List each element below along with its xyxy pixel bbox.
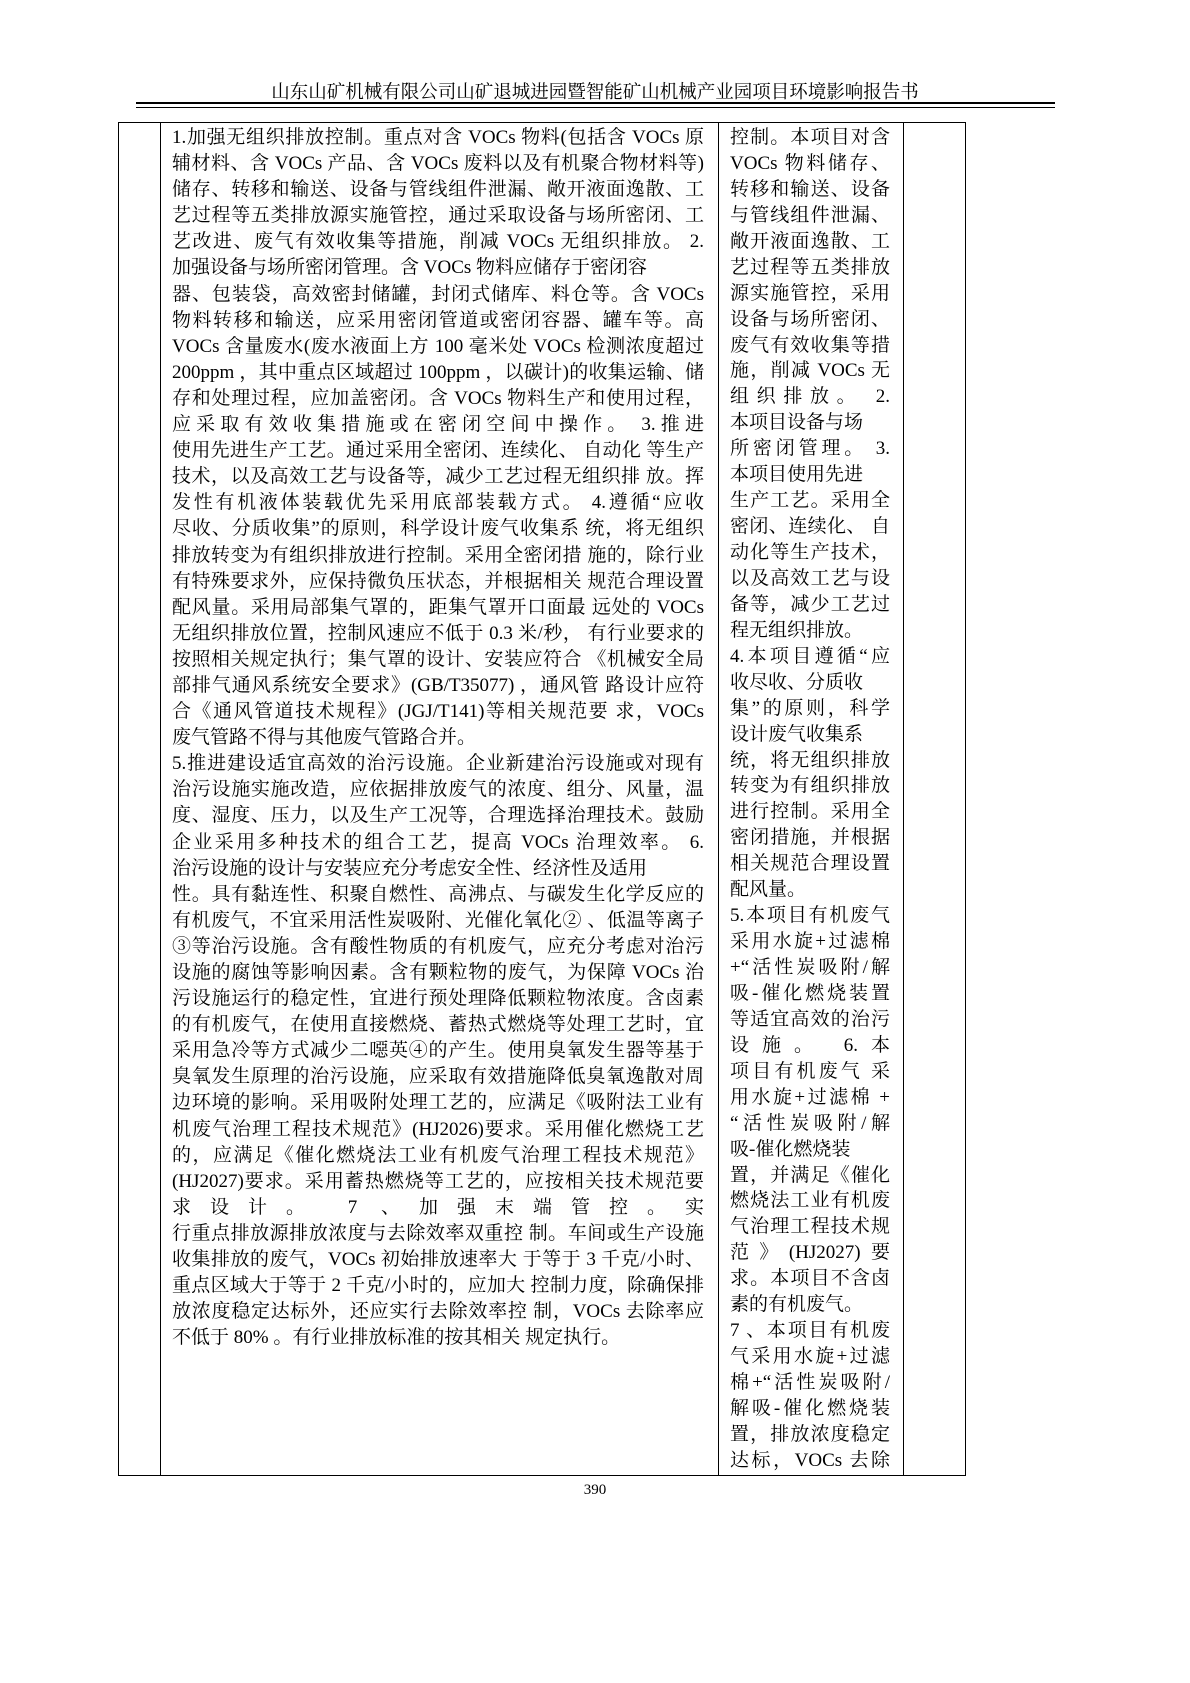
requirement-line: 艺过程等五类排放源实施管控，通过采取设备与场所密闭、工 [172,205,704,227]
response-line: 吸-催化燃烧装置 [730,982,890,1004]
requirement-line: 200ppm ，其中重点区域超过 100ppm ，以碳计)的收集运输、储 [172,361,704,383]
response-line: 生产工艺。采用全 [730,490,890,512]
response-line: 4.本项目遵循“应 [730,645,890,667]
requirement-line: 的有机废气，在使用直接燃烧、蓄热式燃烧等处理工艺时，宜 [172,1014,704,1036]
response-line: 用水旋+过滤棉 + [730,1086,890,1108]
requirement-line: 有机废气，不宜采用活性炭吸附、光催化氧化② 、低温等离子 [172,909,704,931]
response-line: 转变为有组织排放 [730,775,890,797]
requirement-line: 废气管路不得与其他废气管路合并。 [172,727,477,749]
response-line: 程无组织排放。 [730,619,864,641]
response-cell [719,123,904,1475]
requirement-line: 放浓度稳定达标外，还应实行去除效率控 制，VOCs 去除率应 [172,1301,704,1323]
response-line: 7 、本项目有机废 [730,1320,890,1342]
response-line: 求。本项目不含卤 [730,1268,890,1290]
response-line: 素的有机废气。 [730,1294,864,1316]
requirement-line: 不低于 80% 。有行业排放标准的按其相关 规定执行。 [172,1327,621,1349]
requirement-line: VOCs 含量废水(废水液面上方 100 毫米处 VOCs 检测浓度超过 [172,335,704,357]
requirement-line: 加强设备与场所密闭管理。含 VOCs 物料应储存于密闭容 [172,257,648,279]
requirement-line: 求设计。 7 、加强末端管控。实 [172,1196,704,1218]
requirement-line: 重点区域大于等于 2 千克/小时的，应加大 控制力度，除确保排 [172,1275,704,1297]
requirement-line: 污设施运行的稳定性，宜进行预处理降低颗粒物浓度。含卤素 [172,988,704,1010]
response-line: 相关规范合理设置 [730,853,890,875]
requirement-line: 采用急冷等方式减少二噁英④的产生。使用臭氧发生器等基于 [172,1040,704,1062]
requirement-line: 尽收、分质收集”的原则，科学设计废气收集系 统，将无组织 [172,518,704,540]
requirement-line: 储存、转移和输送、设备与管线组件泄漏、敞开液面逸散、工 [172,179,704,201]
response-line: +“活性炭吸附/解 [730,957,890,978]
response-line: 棉+“活性炭吸附/ [730,1372,890,1393]
requirement-line: 存和处理过程，应加盖密闭。含 VOCs 物料生产和使用过程， [172,387,704,409]
header-rule-thick [136,102,1055,104]
response-line: 艺过程等五类排放 [730,256,890,278]
response-line: 等适宜高效的治污 [730,1008,890,1030]
requirement-line: 发性有机液体装载优先采用底部装载方式。 4.遵循“应收 [172,492,704,514]
response-line: 施，削减 VOCs 无 [730,360,890,382]
response-line: 采用水旋+过滤棉 [730,931,890,953]
response-line: 气治理工程技术规 [730,1216,890,1238]
requirement-line: 边环境的影响。采用吸附处理工艺的，应满足《吸附法工业有 [172,1092,704,1114]
requirement-line: 治污设施的设计与安装应充分考虑安全性、经济性及适用 [172,857,648,879]
response-line: 敞开液面逸散、工 [730,230,890,252]
requirement-line: 收集排放的废气，VOCs 初始排放速率大 于等于 3 千克/小时、 [172,1249,704,1271]
response-line: 源实施管控，采用 [730,282,890,304]
response-line: 转移和输送、设备 [730,178,890,200]
response-line: 气采用水旋+过滤 [730,1346,890,1368]
response-line: 解吸-催化燃烧装 [730,1397,890,1419]
response-line: 集”的原则，科学 [730,697,890,719]
requirement-line: 性。具有黏连性、积聚自燃性、高沸点、与碳发生化学反应的 [172,883,704,905]
requirement-line: 治污设施实施改造，应依据排放废气的浓度、组分、风量，温 [172,779,704,801]
response-line: VOCs 物料储存、 [730,152,890,174]
requirement-line: (HJ2027)要求。采用蓄热燃烧等工艺的，应按相关技术规范要 [172,1170,704,1192]
response-line: “活性炭吸附/解 [730,1112,890,1134]
response-line: 以及高效工艺与设 [730,567,890,589]
requirement-line: 设施的腐蚀等影响因素。含有颗粒物的废气，为保障 VOCs 治 [172,962,704,983]
response-line: 控制。本项目对含 [730,127,890,148]
requirement-line: 按照相关规定执行；集气罩的设计、安装应符合 《机械安全局 [172,648,704,670]
response-line: 本项目使用先进 [730,464,864,486]
page-number: 390 [583,1482,607,1498]
requirement-line: 臭氧发生原理的治污设施，应采取有效措施降低臭氧逸散对周 [172,1066,704,1088]
requirement-line: 器、包装袋，高效密封储罐，封闭式储库、料仓等。含 VOCs [172,283,704,305]
requirement-cell [161,123,719,1475]
requirement-line: 企业采用多种技术的组合工艺，提高 VOCs 治理效率。 6. [172,831,704,853]
response-line: 吸-催化燃烧装 [730,1138,851,1160]
requirement-line: 物料转移和输送，应采用密闭管道或密闭容器、罐车等。高 [172,309,704,331]
response-line: 本项目设备与场 [730,412,864,434]
requirement-line: 无组织排放位置，控制风速应不低于 0.3 米/秒， 有行业要求的 [172,622,704,644]
response-line: 与管线组件泄漏、 [730,204,890,226]
response-line: 达标，VOCs 去除 [730,1449,890,1471]
requirement-line: 排放转变为有组织排放进行控制。采用全密闭措 施的，除行业 [172,544,704,566]
requirement-line: 1.加强无组织排放控制。重点对含 VOCs 物料(包括含 VOCs 原 [172,127,704,148]
response-line: 密闭、连续化、 自 [730,516,890,538]
requirement-line: 配风量。采用局部集气罩的，距集气罩开口面最 远处的 VOCs [172,596,704,618]
response-line: 废气有效收集等措 [730,334,890,356]
response-line: 范》(HJ2027)要 [730,1242,890,1264]
requirement-line: 度、湿度、压力，以及生产工况等，合理选择治理技术。鼓励 [172,805,704,827]
requirement-line: 合《通风管道技术规程》(JGJ/T141)等相关规范要 求，VOCs [172,701,704,723]
response-line: 动化等生产技术， [730,542,890,563]
requirement-line: ③等治污设施。含有酸性物质的有机废气，应充分考虑对治污 [172,935,704,957]
requirement-line: 艺改进、废气有效收集等措施，削减 VOCs 无组织排放。 2. [172,231,704,253]
response-line: 统，将无组织排放 [730,749,890,771]
response-line: 进行控制。采用全 [730,801,890,823]
response-line: 5.本项目有机废气 [730,905,890,927]
requirement-line: 的，应满足《催化燃烧法工业有机废气治理工程技术规范》 [172,1144,704,1166]
requirement-line: 有特殊要求外，应保持微负压状态，并根据相关 规范合理设置 [172,570,704,592]
response-line: 项目有机废气 采 [730,1060,890,1082]
response-line: 置，排放浓度稳定 [730,1423,890,1445]
requirement-line: 应采取有效收集措施或在密闭空间中操作。 3.推进 [172,414,704,436]
blank-cell-right [904,123,965,1475]
requirement-line: 使用先进生产工艺。通过采用全密闭、连续化、 自动化 等生产 [172,440,704,462]
response-line: 密闭措施，并根据 [730,827,890,849]
requirement-line: 机废气治理工程技术规范》(HJ2026)要求。采用催化燃烧工艺 [172,1118,704,1140]
report-header-title: 山东山矿机械有限公司山矿退城进园暨智能矿山机械产业园项目环境影响报告书 [271,83,919,103]
response-line: 设计废气收集系 [730,723,864,745]
requirement-line: 辅材料、含 VOCs 产品、含 VOCs 废料以及有机聚合物材料等) [172,153,704,175]
response-line: 所密闭管理。 3. [730,438,890,460]
blank-cell-left [119,123,161,1475]
response-line: 置，并满足《催化 [730,1164,890,1186]
response-line: 设备与场所密闭、 [730,308,890,330]
response-line: 收尽收、分质收 [730,671,864,693]
header-rule-thin [136,107,1055,108]
response-line: 设施。 6.本 [730,1034,890,1056]
response-line: 组织排放。 2. [730,386,890,408]
requirement-line: 5.推进建设适宜高效的治污设施。企业新建治污设施或对现有 [172,753,704,775]
measures-table [118,122,966,1476]
response-line: 备等，减少工艺过 [730,593,890,615]
requirement-line: 行重点排放源排放浓度与去除效率双重控 制。车间或生产设施 [172,1222,704,1244]
requirement-line: 技术，以及高效工艺与设备等，减少工艺过程无组织排 放。挥 [172,466,704,488]
response-line: 燃烧法工业有机废 [730,1190,890,1212]
response-line: 配风量。 [730,879,807,901]
requirement-line: 部排气通风系统安全要求》(GB/T35077) ，通风管 路设计应符 [172,674,704,696]
